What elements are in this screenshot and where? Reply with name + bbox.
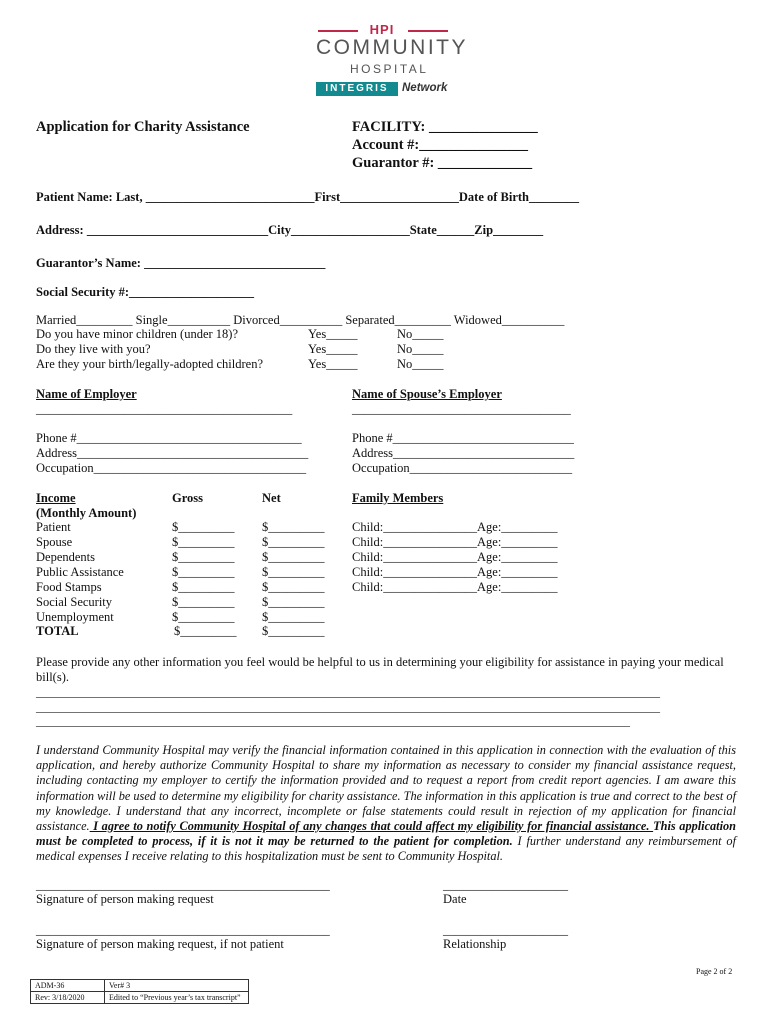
relationship-line[interactable]: ____________________ [443, 923, 568, 937]
gross-field[interactable]: $_________ [172, 565, 235, 579]
no-field[interactable]: No_____ [397, 327, 444, 341]
gross-field[interactable]: $_________ [172, 550, 235, 564]
question-label: Do you have minor children (under 18)? [36, 327, 239, 341]
date-line[interactable]: ____________________ [443, 878, 568, 892]
spouse-employer-name-field[interactable]: ___________________________________ [352, 402, 571, 416]
other-info-line[interactable]: ___________________________________________________________________________________________________ [36, 714, 630, 728]
child-age-field[interactable]: Child:_______________Age:_________ [352, 580, 558, 594]
no-field[interactable]: No_____ [397, 342, 444, 356]
gross-field[interactable]: $_________ [172, 520, 235, 534]
employer-phone-field[interactable]: Phone #____________________________________ [36, 431, 302, 445]
net-field[interactable]: $_________ [262, 520, 325, 534]
guarantor-name-field[interactable]: Guarantor’s Name: _____________________________ [36, 256, 326, 270]
net-field[interactable]: $_________ [262, 535, 325, 549]
net-field[interactable]: $_________ [262, 595, 325, 609]
guarantor-number-field[interactable]: Guarantor #: _____________ [352, 155, 533, 171]
address-field[interactable]: Address: _____________________________City___________________State______Zip________ [36, 223, 544, 237]
logo-hospital: HOSPITAL [350, 62, 429, 76]
patient-name-field[interactable]: Patient Name: Last, ___________________________First___________________Date of Birth________ [36, 190, 580, 204]
signature-label: Signature of person making request [36, 892, 214, 906]
consent-completion-clause: This application must be completed to process, if it is not it may be returned to the patient for completion. [36, 819, 736, 849]
net-field[interactable]: $_________ [262, 565, 325, 579]
gross-total-field[interactable]: $_________ [174, 624, 237, 638]
spouse-employer-address-field[interactable]: Address_____________________________ [352, 446, 575, 460]
income-row-label: Public Assistance [36, 565, 124, 579]
form-id: ADM-36 [31, 980, 105, 992]
logo-integris: INTEGRIS [316, 82, 398, 96]
income-row-label: Spouse [36, 535, 73, 549]
revision-date: Rev: 3/18/2020 [31, 992, 105, 1004]
child-age-field[interactable]: Child:_______________Age:_________ [352, 550, 558, 564]
net-heading: Net [262, 491, 281, 505]
form-title: Application for Charity Assistance [36, 119, 250, 135]
net-field[interactable]: $_________ [262, 550, 325, 564]
spouse-employer-occupation-field[interactable]: Occupation__________________________ [352, 461, 573, 475]
child-age-field[interactable]: Child:_______________Age:_________ [352, 535, 558, 549]
consent-reimbursement-clause: I further understand any reimbursement of medical expenses I receive relating to this hospitalization must be sent to Community Hospital. [36, 834, 736, 864]
income-row-label: TOTAL [36, 624, 79, 638]
gross-heading: Gross [172, 491, 204, 505]
income-row-label: Unemployment [36, 610, 114, 624]
page-number: Page 2 of 2 [696, 967, 733, 976]
question-label: Do they live with you? [36, 342, 151, 356]
account-field[interactable]: Account #:_______________ [352, 137, 529, 153]
consent-text: I understand Community Hospital may verify the financial information contained in this application in connection with the evaluation of this application, and hereby authorize Community Hospital to share my information as necessary to consider my financial assistance request, including contacting my employer to certify the information provided and to request a report from credit report agencies. I am aware this information will be used to determine my eligibility for charity assistance. The information in this application is true and correct to the best of my knowledge. I understand that any incorrect, incomplete or false statements could result in rejection of my application for financial assistance. [36, 743, 736, 834]
income-row-label: Social Security [36, 595, 113, 609]
signature-line[interactable]: _______________________________________________ [36, 878, 330, 892]
other-info-line[interactable]: ________________________________________________________________________________________________________ [36, 700, 660, 714]
net-field[interactable]: $_________ [262, 580, 325, 594]
logo-network: Network [402, 82, 448, 94]
income-heading: Income [36, 491, 76, 505]
question-label: Are they your birth/legally-adopted children? [36, 357, 264, 371]
yes-field[interactable]: Yes_____ [308, 342, 358, 356]
spouse-employer-phone-field[interactable]: Phone #_____________________________ [352, 431, 574, 445]
no-field[interactable]: No_____ [397, 357, 444, 371]
employer-address-field[interactable]: Address_____________________________________ [36, 446, 309, 460]
family-heading: Family Members [352, 491, 444, 505]
child-age-field[interactable]: Child:_______________Age:_________ [352, 565, 558, 579]
other-info-prompt: Please provide any other information you feel would be helpful to us in determining your eligibility for assistance in paying your medical bill(s). [36, 655, 724, 684]
yes-field[interactable]: Yes_____ [308, 357, 358, 371]
marital-status-field[interactable]: Married_________ Single__________ Divorced__________ Separated_________ Widowed__________ [36, 313, 565, 327]
spouse-employer-heading: Name of Spouse’s Employer [352, 387, 502, 401]
consent-statement [36, 743, 736, 865]
net-field[interactable]: $_________ [262, 610, 325, 624]
hospital-logo [312, 22, 468, 102]
income-row-label: Patient [36, 520, 71, 534]
employer-heading: Name of Employer [36, 387, 137, 401]
relationship-label: Relationship [443, 937, 507, 951]
logo-rule-right [408, 30, 448, 32]
revision-table [30, 979, 249, 1004]
revision-note: Edited to “Previous year’s tax transcript” [105, 992, 249, 1004]
other-info-line[interactable]: ________________________________________________________________________________________________________ [36, 685, 660, 699]
income-row-label: Dependents [36, 550, 96, 564]
signature-line[interactable]: _______________________________________________ [36, 923, 330, 937]
child-age-field[interactable]: Child:_______________Age:_________ [352, 520, 558, 534]
income-subheading: (Monthly Amount) [36, 506, 137, 520]
ssn-field[interactable]: Social Security #:____________________ [36, 285, 255, 299]
net-total-field[interactable]: $_________ [262, 624, 325, 638]
gross-field[interactable]: $_________ [172, 610, 235, 624]
version: Ver# 3 [105, 980, 249, 992]
logo-community: COMMUNITY [316, 36, 468, 59]
consent-notify-clause: I agree to notify Community Hospital of any changes that could affect my eligibility for financial assistance. [89, 819, 654, 834]
employer-occupation-field[interactable]: Occupation__________________________________ [36, 461, 307, 475]
gross-field[interactable]: $_________ [172, 580, 235, 594]
facility-field[interactable]: FACILITY: _______________ [352, 119, 538, 135]
signature-label: Signature of person making request, if not patient [36, 937, 284, 951]
yes-field[interactable]: Yes_____ [308, 327, 358, 341]
logo-hpi: HPI [369, 22, 395, 37]
gross-field[interactable]: $_________ [172, 535, 235, 549]
income-row-label: Food Stamps [36, 580, 102, 594]
date-label: Date [443, 892, 467, 906]
gross-field[interactable]: $_________ [172, 595, 235, 609]
employer-name-field[interactable]: _________________________________________ [36, 402, 293, 416]
